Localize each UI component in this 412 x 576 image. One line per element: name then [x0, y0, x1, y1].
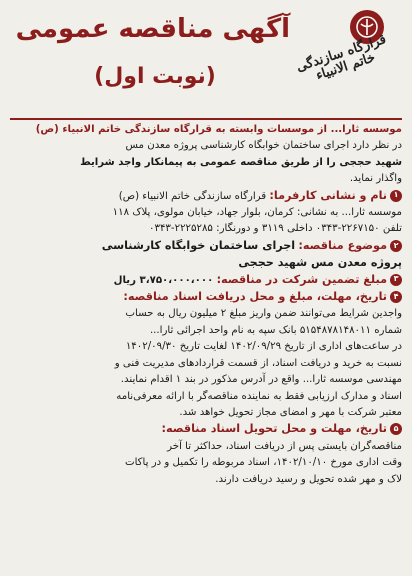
- section-number: ۱: [390, 190, 402, 202]
- intro-line: واگذار نماید.: [349, 173, 402, 185]
- section-title: نام و نشانی کارفرما:: [269, 188, 387, 202]
- section-text: نسبت به خرید و دریافت اسناد، از قسمت قراردادهای مدیریت فنی و: [114, 357, 402, 369]
- section-text: لاک و مهر شده تحویل و رسید دریافت دارند.: [215, 473, 402, 485]
- section-3-header: [10, 272, 402, 289]
- section-4-header: [10, 289, 402, 306]
- section-text: اسناد و مدارک ارزیابی فقط به نماینده مناقصه‌گر با ارائه معرفی‌نامه: [116, 390, 402, 402]
- section-number: ۴: [390, 291, 402, 303]
- section-text: موسسه ثارا... به نشانی: کرمان، بلوار جهاد، خیابان مولوی، پلاک ۱۱۸: [112, 207, 402, 219]
- section-text: قرارگاه سازندگی خاتم الانبیاء (ص): [118, 190, 267, 202]
- divider: [10, 118, 402, 120]
- section-number: ۳: [390, 274, 402, 286]
- section-text: مهندسی موسسه ثارا... واقع در آدرس مذکور در بند ۱ اقدام نمایند.: [120, 374, 402, 386]
- section-title: تاریخ، مهلت و محل تحویل اسناد مناقصه:: [161, 422, 387, 436]
- header: [0, 0, 412, 120]
- section-title: تاریخ، مهلت، مبلغ و محل دریافت اسناد مناقصه:: [123, 290, 387, 304]
- section-text: مناقصه‌گران بایستی پس از دریافت اسناد، حداکثر تا آخر: [167, 440, 402, 452]
- notice-body: [10, 122, 402, 572]
- section-text: معتبر شرکت با مهر و امضای مجاز تحویل خواهد شد.: [179, 406, 402, 418]
- page-subtitle: (نوبت اول): [94, 64, 216, 89]
- intro-line: در نظر دارد اجرای ساختمان خوابگاه کارشناسی پروژه معدن مس: [125, 140, 402, 152]
- section-title: موضوع مناقصه:: [298, 238, 387, 252]
- intro-heading: موسسه ثارا... از موسسات وابسته به قرارگاه سازندگی خاتم الانبیاء (ص): [35, 124, 402, 135]
- section-2-header: [10, 238, 402, 255]
- logo-text: قرارگاه سازندگی خاتم الانبیاء: [294, 31, 389, 84]
- section-text: وقت اداری مورخ ۱۴۰۲/۱۰/۱۰، اسناد مربوطه را تکمیل و در پاکات: [124, 457, 402, 469]
- section-text: تلفن ۲۲۶۷۱۵۰-۰۳۴۳ داخلی ۳۱۱۹ و دورنگار: ۲۲۲۵۲۸۵-۰۳۴۳: [149, 223, 402, 235]
- section-number: ۲: [390, 240, 402, 252]
- section-number: ۵: [390, 423, 402, 435]
- section-text: اجرای ساختمان خوابگاه کارشناسی: [101, 238, 296, 252]
- section-text: شماره ۵۱۵۴۸۷۸۱۴۸۰۱۱ بانک سپه به نام واحد اجرائی ثارا...: [149, 324, 402, 336]
- section-text: پروژه معدن مس شهید حججی: [238, 256, 402, 270]
- guarantee-amount: ۳،۷۵۰،۰۰۰،۰۰۰ ریال: [113, 274, 214, 286]
- section-5-header: [10, 421, 402, 438]
- section-text: در ساعت‌های اداری از تاریخ ۱۴۰۲/۰۹/۲۹ لغایت تاریخ ۱۴۰۲/۰۹/۳۰: [125, 341, 402, 353]
- intro-line: شهید حججی را از طریق مناقصه عمومی به پیمانکار واجد شرایط: [80, 156, 402, 168]
- section-title: مبلغ تضمین شرکت در مناقصه:: [216, 272, 387, 286]
- company-logo: [292, 6, 404, 106]
- page-title: آگهی مناقصه عمومی: [15, 14, 290, 44]
- section-1-header: [10, 188, 402, 205]
- section-text: واجدین شرایط می‌توانند ضمن واریز مبلغ ۲ میلیون ریال به حساب: [125, 308, 402, 320]
